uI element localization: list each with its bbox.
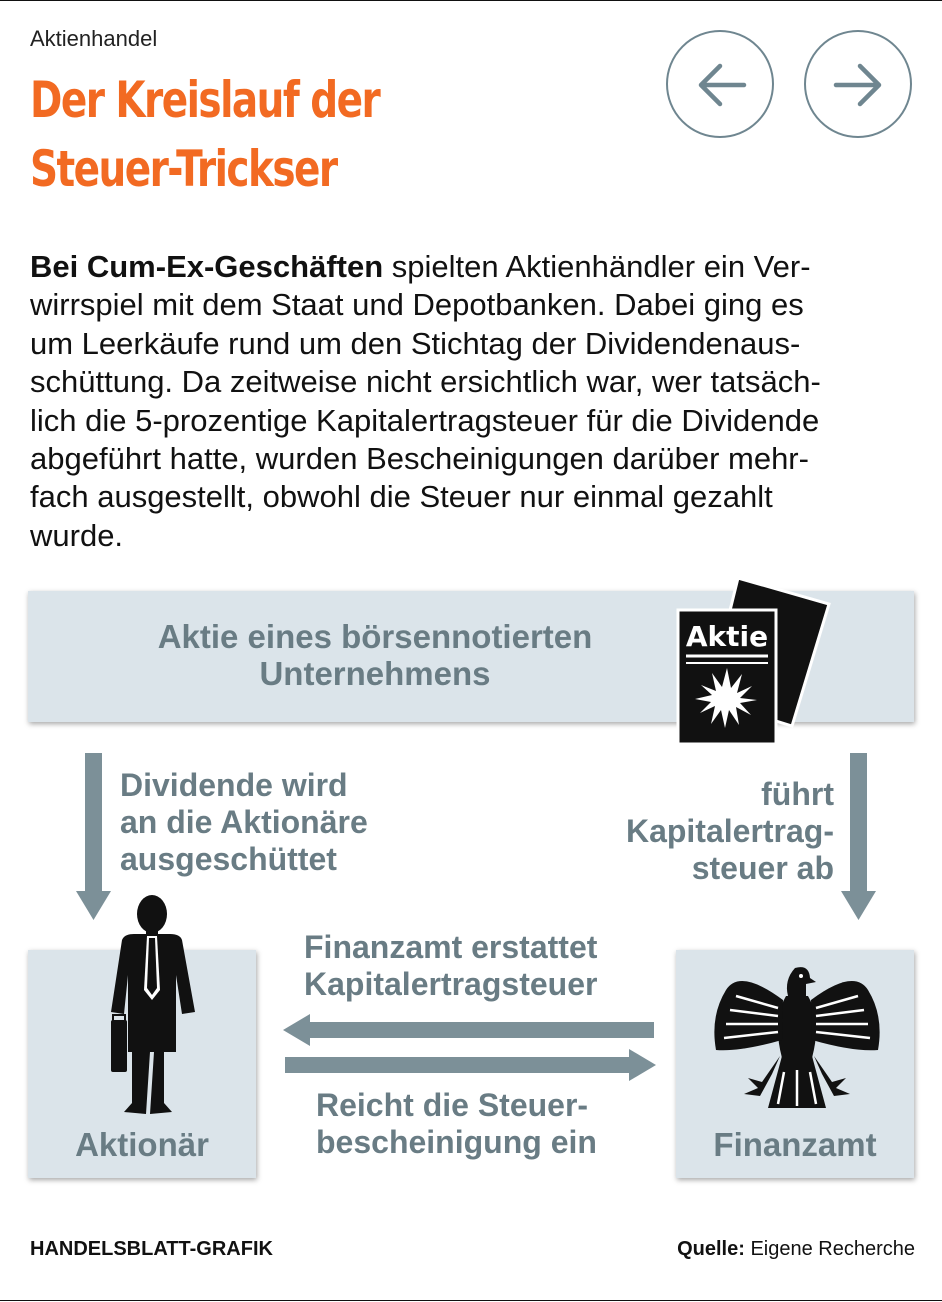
source-note [677, 1238, 915, 1261]
refund-label [304, 929, 597, 1003]
bottom-rule [0, 1300, 942, 1301]
refund-arrow [283, 1014, 654, 1046]
dividend-label-line-3: ausgeschüttet [120, 841, 337, 877]
dividend-label-line-2: an die Aktionäre [120, 804, 368, 840]
intro-line-2: wirrspiel mit dem Staat und Depotbanken. Dabei ging es [30, 287, 804, 323]
refund-label-line-2: Kapitalertragsteuer [304, 966, 598, 1002]
dividend-arrow [76, 753, 111, 920]
submit-label-line-2: bescheinigung ein [316, 1124, 597, 1160]
title-line-2: Steuer-Trickser [30, 140, 337, 198]
intro-line-8: wurde. [30, 517, 124, 553]
intro-line-1: spielten Aktienhändler ein Ver- [383, 249, 811, 284]
stock-box-label [140, 618, 610, 692]
intro-line-7: fach ausgestellt, obwohl die Steuer nur einmal gezahlt [30, 479, 773, 515]
refund-label-line-1: Finanzamt erstattet [304, 929, 598, 965]
intro-line-6: abgeführt hatte, wurden Bescheinigungen darüber mehr- [30, 441, 809, 477]
federal-eagle-icon [714, 967, 879, 1108]
stock-icon-text: Aktie [685, 620, 769, 653]
title-line-1: Der Kreislauf der [30, 71, 380, 129]
graphic-credit: HANDELSBLATT-GRAFIK [30, 1238, 273, 1260]
intro-line-4: schüttung. Da zeitweise nicht ersichtlich war, wer tatsäch- [30, 364, 821, 400]
tax-payment-label-line-1: führt [761, 776, 834, 812]
submit-label-line-1: Reicht die Steuer- [316, 1087, 589, 1123]
stock-box-label-line-2: Unternehmens [259, 655, 491, 692]
intro-line-3: um Leerkäufe rund um den Stichtag der Dividendenaus- [30, 325, 801, 361]
businessman-icon [111, 895, 195, 1114]
intro-line-5: lich die 5-prozentige Kapitalertragsteuer für die Dividende [30, 402, 820, 438]
source-value: Eigene Recherche [744, 1238, 915, 1260]
tax-payment-label [560, 776, 834, 887]
stock-box-label-line-1: Aktie eines börsennotierten [157, 618, 593, 655]
tax-payment-label-line-2: Kapitalertrag- [625, 813, 834, 849]
dividend-label [120, 767, 368, 878]
tax-payment-label-line-3: steuer ab [691, 850, 834, 886]
tax-payment-arrow [841, 753, 876, 920]
kicker: Aktienhandel [30, 26, 158, 51]
submit-arrow [285, 1049, 656, 1081]
dividend-label-line-1: Dividende wird [120, 767, 348, 803]
stock-certificate-icon [678, 578, 829, 744]
submit-label [316, 1087, 597, 1161]
source-label: Quelle: [677, 1238, 745, 1260]
shareholder-label: Aktionär [75, 1126, 209, 1163]
tax-office-label: Finanzamt [713, 1126, 877, 1163]
intro-bold: Bei Cum-Ex-Geschäften [30, 249, 384, 284]
